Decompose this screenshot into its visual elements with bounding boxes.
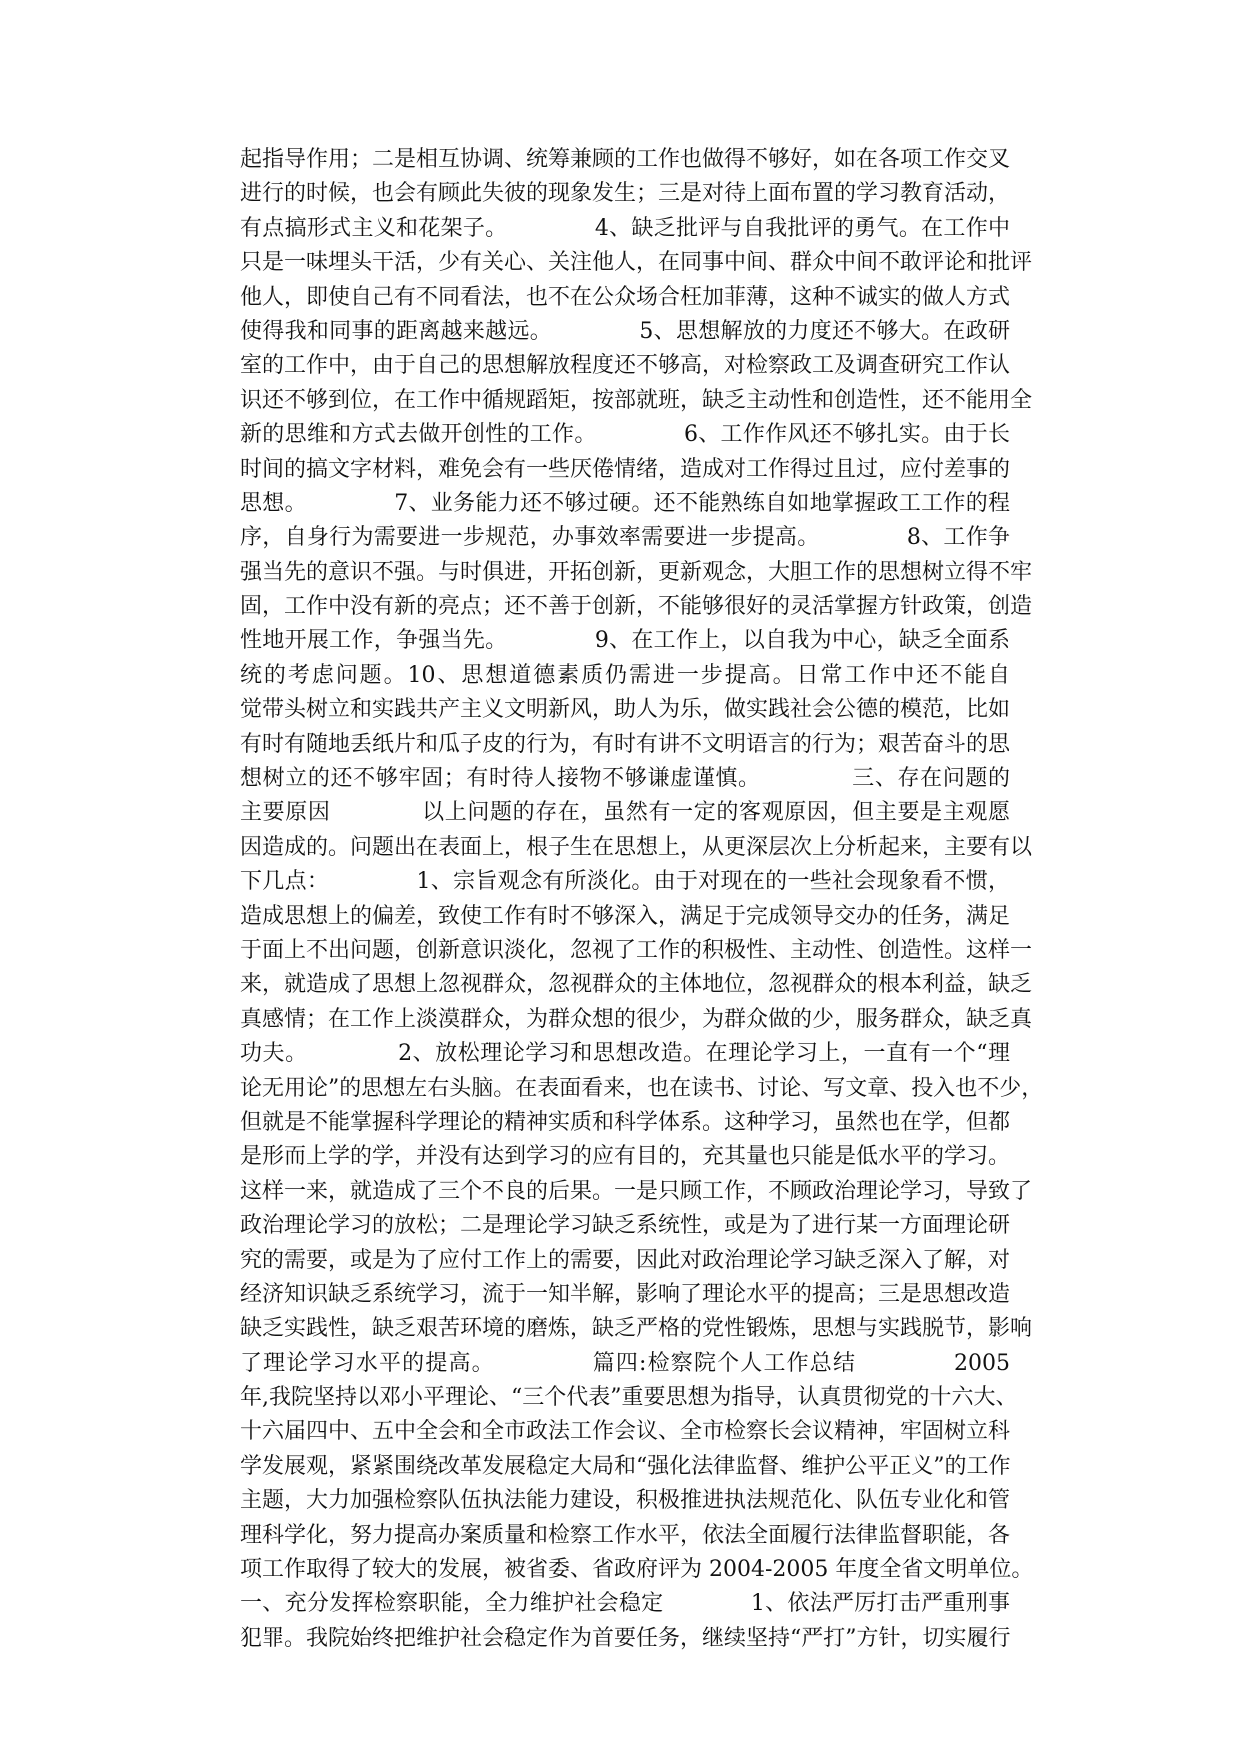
- text-line: 思想。 7、业务能力还不够过硬。还不能熟练自如地掌握政工工作的程: [240, 490, 1010, 516]
- text-line: 下几点： 1、宗旨观念有所淡化。由于对现在的一些社会现象看不惯，: [240, 869, 1010, 895]
- text-line: 有点搞形式主义和花架子。 4、缺乏批评与自我批评的勇气。在工作中: [240, 215, 1010, 241]
- text-line: 只是一味埋头干活，少有关心、关注他人，在同事中间、群众中间不敢评论和批评: [240, 250, 1033, 276]
- text-line: 经济知识缺乏系统学习，流于一知半解，影响了理论水平的提高；三是思想改造: [240, 1281, 1011, 1307]
- text-line: 主题，大力加强检察队伍执法能力建设，积极推进执法规范化、队伍专业化和管: [240, 1488, 1011, 1514]
- text-line: 他人，即使自己有不同看法，也不在公众场合枉加菲薄，这种不诚实的做人方式: [240, 284, 1011, 310]
- text-line: 十六届四中、五中全会和全市政法工作会议、全市检察长会议精神，牢固树立科: [240, 1419, 1011, 1445]
- text-line: 时间的搞文字材料，难免会有一些厌倦情绪，造成对工作得过且过，应付差事的: [240, 456, 1011, 482]
- text-line: 来，就造成了思想上忽视群众，忽视群众的主体地位，忽视群众的根本利益，缺乏: [240, 972, 1033, 998]
- text-line: 室的工作中，由于自己的思想解放程度还不够高，对检察政工及调查研究工作认: [240, 353, 1011, 379]
- text-line: 新的思维和方式去做开创性的工作。 6、工作作风还不够扎实。由于长: [240, 422, 1010, 448]
- text-line: 学发展观，紧紧围绕改革发展稳定大局和“强化法律监督、维护公平正义”的工作: [240, 1453, 1011, 1479]
- text-line: 觉带头树立和实践共产主义文明新风，助人为乐，做实践社会公德的模范，比如: [240, 697, 1011, 723]
- text-line: 年,我院坚持以邓小平理论、“三个代表”重要思想为指导，认真贯彻党的十六大、: [240, 1385, 1018, 1411]
- text-line: 强当先的意识不强。与时俱进，开拓创新，更新观念，大胆工作的思想树立得不牢: [240, 559, 1033, 585]
- text-line: 了理论学习水平的提高。 篇四:检察院个人工作总结 2005: [240, 1350, 1010, 1376]
- text-line: 缺乏实践性，缺乏艰苦环境的磨炼，缺乏严格的党性锻炼，思想与实践脱节，影响: [240, 1316, 1033, 1342]
- text-line: 一、充分发挥检察职能，全力维护社会稳定 1、依法严厉打击严重刑事: [240, 1591, 1010, 1617]
- text-line: 功夫。 2、放松理论学习和思想改造。在理论学习上，一直有一个“理: [240, 1041, 1010, 1067]
- text-line: 理科学化，努力提高办案质量和检察工作水平，依法全面履行法律监督职能，各: [240, 1522, 1011, 1548]
- text-line: 使得我和同事的距离越来越远。 5、思想解放的力度还不够大。在政研: [240, 318, 1010, 344]
- text-line: 是形而上学的学，并没有达到学习的应有目的，充其量也只能是低水平的学习。: [240, 1144, 1011, 1170]
- text-line: 究的需要，或是为了应付工作上的需要，因此对政治理论学习缺乏深入了解，对: [240, 1247, 1011, 1273]
- text-line: 主要原因 以上问题的存在，虽然有一定的客观原因，但主要是主观愿: [240, 800, 1010, 826]
- text-line: 因造成的。问题出在表面上，根子生在思想上，从更深层次上分析起来，主要有以: [240, 834, 1033, 860]
- text-line: 固，工作中没有新的亮点；还不善于创新，不能够很好的灵活掌握方针政策，创造: [240, 594, 1033, 620]
- text-line: 政治理论学习的放松；二是理论学习缺乏系统性，或是为了进行某一方面理论研: [240, 1213, 1011, 1239]
- text-line: 起指导作用；二是相互协调、统筹兼顾的工作也做得不够好，如在各项工作交叉: [240, 147, 1011, 172]
- text-line: 论无用论”的思想左右头脑。在表面看来，也在读书、讨论、写文章、投入也不少，: [240, 1075, 1044, 1101]
- text-line: 有时有随地丢纸片和瓜子皮的行为，有时有讲不文明语言的行为；艰苦奋斗的思: [240, 731, 1011, 757]
- text-line: 识还不够到位，在工作中循规蹈矩，按部就班，缺乏主动性和创造性，还不能用全: [240, 387, 1033, 413]
- text-line: 性地开展工作，争强当先。 9、在工作上，以自我为中心，缺乏全面系: [240, 628, 1010, 654]
- text-line: 犯罪。我院始终把维护社会稳定作为首要任务，继续坚持“严打”方针，切实履行: [240, 1625, 1011, 1651]
- text-line: 这样一来，就造成了三个不良的后果。一是只顾工作，不顾政治理论学习，导致了: [240, 1178, 1033, 1204]
- text-line: 项工作取得了较大的发展，被省委、省政府评为 2004-2005 年度全省文明单位。: [240, 1557, 1034, 1583]
- text-line: 想树立的还不够牢固；有时待人接物不够谦虚谨慎。 三、存在问题的: [240, 766, 1010, 792]
- text-line: 但就是不能掌握科学理论的精神实质和科学体系。这种学习，虽然也在学，但都: [240, 1109, 1011, 1135]
- text-line: 于面上不出问题，创新意识淡化，忽视了工作的积极性、主动性、创造性。这样一: [240, 937, 1033, 963]
- text-line: 造成思想上的偏差，致使工作有时不够深入，满足于完成领导交办的任务，满足: [240, 903, 1011, 929]
- text-line: 序，自身行为需要进一步规范，办事效率需要进一步提高。 8、工作争: [240, 525, 1010, 551]
- text-line: 统的考虑问题。10、思想道德素质仍需进一步提高。日常工作中还不能自: [240, 662, 1010, 688]
- body-text: [240, 143, 1044, 1656]
- text-line: 进行的时候，也会有顾此失彼的现象发生；三是对待上面布置的学习教育活动，: [240, 181, 1011, 207]
- text-line: 真感情；在工作上淡漠群众，为群众想的很少，为群众做的少，服务群众，缺乏真: [240, 1006, 1033, 1032]
